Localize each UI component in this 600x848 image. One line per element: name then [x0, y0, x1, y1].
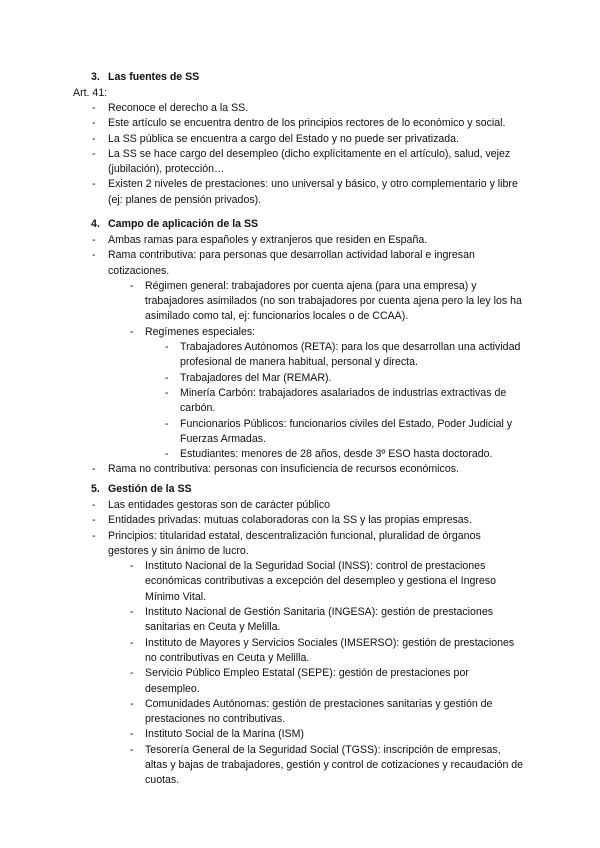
section-heading — [0, 70, 600, 86]
section-title: Gestión de la SS — [108, 483, 192, 495]
section-title: Campo de aplicación de la SS — [108, 218, 259, 230]
list-item: - Reconoce el derecho a la SS. — [92, 102, 249, 114]
list-item: - La SS se hace cargo del desempleo (dicho explícitamente en el artículo), salud, vejez (jubilación), protección… — [92, 147, 511, 176]
section-heading — [0, 217, 600, 233]
sub-sub-list — [0, 340, 600, 462]
section-number: 3. — [91, 71, 100, 83]
section-number: 4. — [91, 218, 100, 230]
list-item: - Instituto Nacional de la Seguridad Social (INSS): control de prestaciones económicas contributivas a excepción del desempleo y gestiona el Ingreso Mínimo Vital. — [130, 560, 496, 603]
list-item: - Instituto Social de la Marina (ISM) — [130, 728, 304, 741]
section-gestion — [0, 482, 600, 789]
list-item: - Ambas ramas para españoles y extranjeros que residen en España. — [92, 234, 428, 246]
list-item: - Principios: titularidad estatal, descentralización funcional, pluralidad de órganos gestores y sin ánimo de lucro. - Instituto Nacional de la Seguridad Social (INSS): control de prestaciones económicas contributivas a excepción del desempleo y gestiona el Ingreso Mínimo Vital. - Instituto Nacional de Gestión Sanitaria (INGESA): gestión de prestaciones sanitarias en Ceuta y Melilla. - Instituto de Mayores y Servicios Sociales (IMSERSO): gestión de prestaciones no contributivas en Ceuta y Melilla. - Servicio Público Empleo Estatal (SEPE): gestión de prestaciones por desempleo. - Comunidades Autónomas: gestión de prestaciones sanitarias y gestión de prestaciones no contributivas. - Instituto Social de la Marina (ISM) - Tesorería General de la Seguridad Social (TGSS): inscripción de empresas, altas y bajas de trabajadores, gestión y control de cotizaciones y recaudación de cuotas. — [0, 529, 600, 789]
list-item: - Minería Carbón: trabajadores asalariados de industrias extractivas de carbón. — [165, 386, 507, 415]
list-item: - Rama contributiva: para personas que desarrollan actividad laboral e ingresan cotizaciones. - Régimen general: trabajadores por cuenta ajena (para una empresa) y trabajadores asimilados (no son trabajadores por cuenta ajena pero la ley los ha asimilado como tal, ej: funcionarios locales o de CCAA). - Regímenes especiales: - Trabajadores Autónomos (RETA): para los que desarrollan una actividad profesional de manera habitual, personal y directa. - Trabajadores del Mar (REMAR). - Minería Carbón: trabajadores asalariados de industrias extractivas de carbón. - Funcionarios Públicos: funcionarios civiles del Estado, Poder Judicial y Fuerzas Armadas. - Estudiantes: menores de 28 años, desde 3º ESO hasta doctorado. — [0, 248, 600, 462]
list-item: - Regímenes especiales: - Trabajadores Autónomos (RETA): para los que desarrollan una actividad profesional de manera habitual, personal y directa. - Trabajadores del Mar (REMAR). - Minería Carbón: trabajadores asalariados de industrias extractivas de carbón. - Funcionarios Públicos: funcionarios civiles del Estado, Poder Judicial y Fuerzas Armadas. - Estudiantes: menores de 28 años, desde 3º ESO hasta doctorado. — [0, 325, 600, 463]
section-number: 5. — [91, 483, 100, 495]
list-item: - La SS pública se encuentra a cargo del Estado y no puede ser privatizada. — [92, 132, 459, 145]
list-item: - Las entidades gestoras son de carácter público — [92, 499, 331, 511]
list-item: - Rama no contributiva: personas con insuficiencia de recursos económicos. — [92, 463, 459, 476]
list-item: - Comunidades Autónomas: gestión de prestaciones sanitarias y gestión de prestaciones no contributivas. — [130, 697, 493, 726]
section-campo-aplicacion — [0, 217, 600, 478]
list-item: - Entidades privadas: mutuas colaboradoras con la SS y las propias empresas. — [92, 514, 472, 527]
list-item: - Instituto Nacional de Gestión Sanitaria (INGESA): gestión de prestaciones sanitarias en Ceuta y Melilla. — [130, 606, 494, 634]
list-item: - Funcionarios Públicos: funcionarios civiles del Estado, Poder Judicial y Fuerzas Armadas. — [165, 417, 513, 445]
list-item: - Servicio Público Empleo Estatal (SEPE): gestión de prestaciones por desempleo. — [130, 667, 469, 695]
section-title: Las fuentes de SS — [108, 71, 200, 83]
bullet-list — [0, 498, 600, 789]
article-label: Art. 41: — [73, 87, 108, 99]
bullet-list — [0, 101, 600, 208]
list-item: - Este artículo se encuentra dentro de los principios rectores de lo económico y social. — [92, 117, 506, 130]
section-heading — [0, 482, 600, 498]
list-item: - Instituto de Mayores y Servicios Sociales (IMSERSO): gestión de prestaciones no contributivas en Ceuta y Melilla. — [130, 636, 515, 664]
list-item: - Trabajadores Autónomos (RETA): para los que desarrollan una actividad profesional de manera habitual, personal y directa. — [165, 341, 521, 369]
section-fuentes — [0, 70, 600, 208]
list-item: - Existen 2 niveles de prestaciones: uno universal y básico, y otro complementario y libre (ej: planes de pensión privados). — [92, 178, 518, 206]
list-item: - Trabajadores del Mar (REMAR). — [165, 371, 332, 384]
sub-list — [0, 559, 600, 788]
sub-list — [0, 279, 600, 463]
list-item: - Régimen general: trabajadores por cuenta ajena (para una empresa) y trabajadores asimilados (no son trabajadores por cuenta ajena pero la ley los ha asimilado como tal, ej: funcionarios locales o de CCAA). — [130, 279, 522, 323]
bullet-list — [0, 233, 600, 478]
list-item: - Estudiantes: menores de 28 años, desde 3º ESO hasta doctorado. — [165, 448, 493, 461]
list-item: - Tesorería General de la Seguridad Social (TGSS): inscripción de empresas, altas y bajas de trabajadores, gestión y control de cotizaciones y recaudación de cuotas. — [130, 743, 524, 787]
